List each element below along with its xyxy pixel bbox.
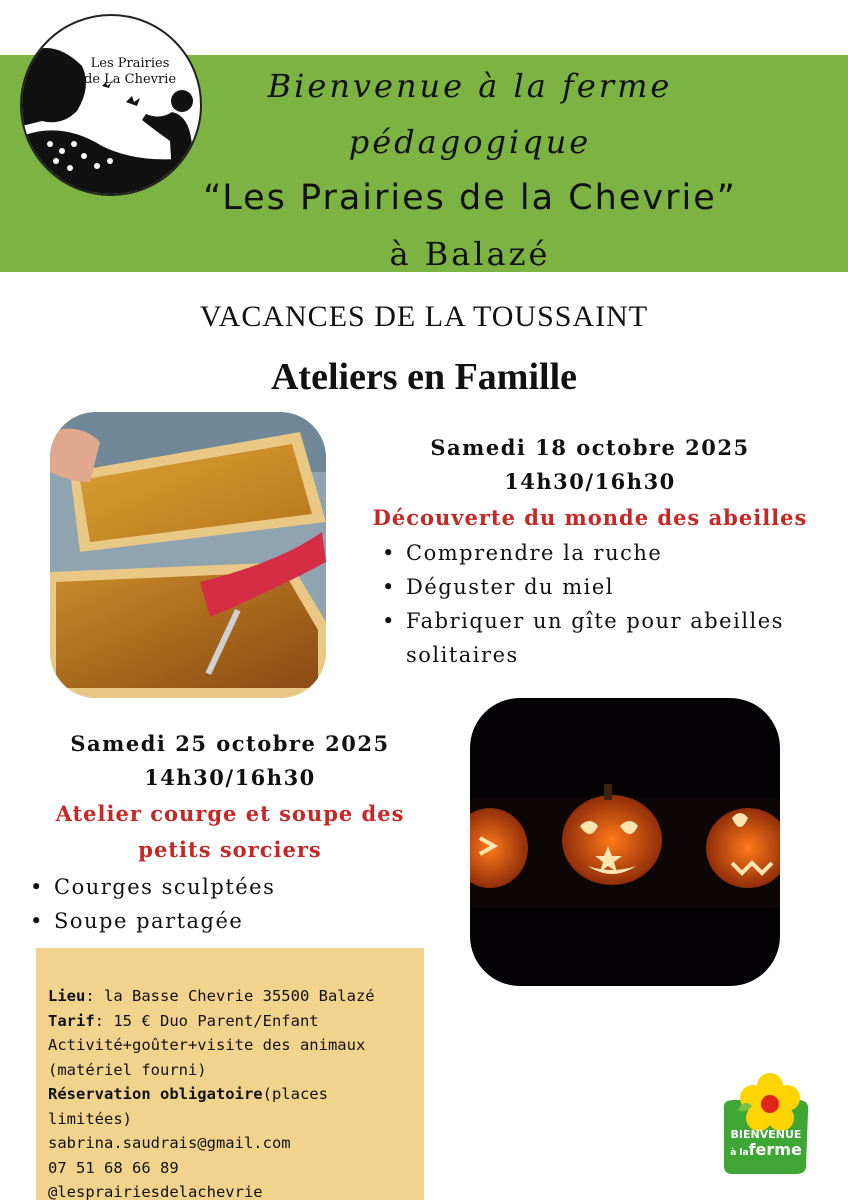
event-2-time: 14h30/16h30	[144, 765, 316, 790]
info-social[interactable]: @lesprairiesdelachevrie	[48, 1183, 263, 1200]
info-phone[interactable]: 07 51 68 66 89	[48, 1158, 179, 1177]
event-1-title: Découverte du monde des abeilles	[372, 505, 808, 530]
section-subtitle: VACANCES DE LA TOUSSAINT	[199, 300, 649, 333]
bullet-icon: •	[30, 875, 44, 899]
list-item: • Soupe partagée	[28, 904, 440, 938]
header-title-block	[120, 58, 820, 282]
header-line-2: pédagogique	[348, 123, 592, 161]
jack-o-lantern-image	[470, 698, 780, 986]
event-1	[360, 432, 820, 672]
event-2-activities	[20, 870, 440, 938]
list-item: • Courges sculptées	[28, 870, 440, 904]
honeycomb-image	[50, 412, 326, 698]
info-email[interactable]: sabrina.saudrais@gmail.com	[48, 1134, 291, 1152]
list-item: • Déguster du miel	[380, 570, 820, 604]
event-2-date: Samedi 25 octobre 2025	[70, 731, 390, 756]
event-1-activities	[360, 536, 820, 672]
list-item: • Fabriquer un gîte pour abeilles solitaires	[380, 604, 820, 672]
event-1-date: Samedi 18 octobre 2025	[430, 435, 750, 460]
info-reservation: Réservation obligatoire(places	[48, 1085, 328, 1103]
info-details-2: (matériel fourni)	[48, 1060, 207, 1079]
bienvenue-a-la-ferme-badge	[718, 1070, 814, 1176]
info-details-1: Activité+goûter+visite des animaux	[48, 1036, 366, 1054]
pumpkin-photo	[470, 698, 780, 986]
event-2-title-line-1: Atelier courge et soupe des	[55, 801, 405, 826]
farm-logo	[20, 14, 202, 196]
info-price: Tarif: 15 € Duo Parent/Enfant	[48, 1011, 319, 1030]
farm-name: “Les Prairies de la Chevrie”	[203, 178, 737, 218]
info-location: Lieu: la Basse Chevrie 35500 Balazé	[48, 987, 375, 1005]
list-item: • Comprendre la ruche	[380, 536, 820, 570]
badge-line-1: BIENVENUE	[730, 1128, 802, 1141]
logo-line-1: Les Prairies	[90, 56, 170, 71]
event-2	[20, 728, 440, 938]
logo-line-2: de La Chevrie	[84, 72, 177, 87]
bullet-icon: •	[382, 609, 396, 633]
farm-location: à Balazé	[389, 235, 551, 273]
bullet-icon: •	[382, 575, 396, 599]
header-line-1: Bienvenue à la ferme	[267, 67, 673, 105]
event-1-time: 14h30/16h30	[504, 469, 676, 494]
event-2-title-line-2: petits sorciers	[138, 837, 322, 862]
badge-text	[718, 1128, 814, 1162]
badge-line-2: à laferme	[730, 1140, 802, 1159]
info-reservation-2: limitées)	[48, 1109, 132, 1128]
logo-text	[84, 56, 176, 88]
bullet-icon: •	[382, 541, 396, 565]
section-title: Ateliers en Famille	[270, 356, 577, 398]
info-box	[36, 948, 424, 1200]
bullet-icon: •	[30, 909, 44, 933]
honeycomb-photo	[50, 412, 326, 698]
logo-silhouette-icon	[22, 16, 202, 196]
